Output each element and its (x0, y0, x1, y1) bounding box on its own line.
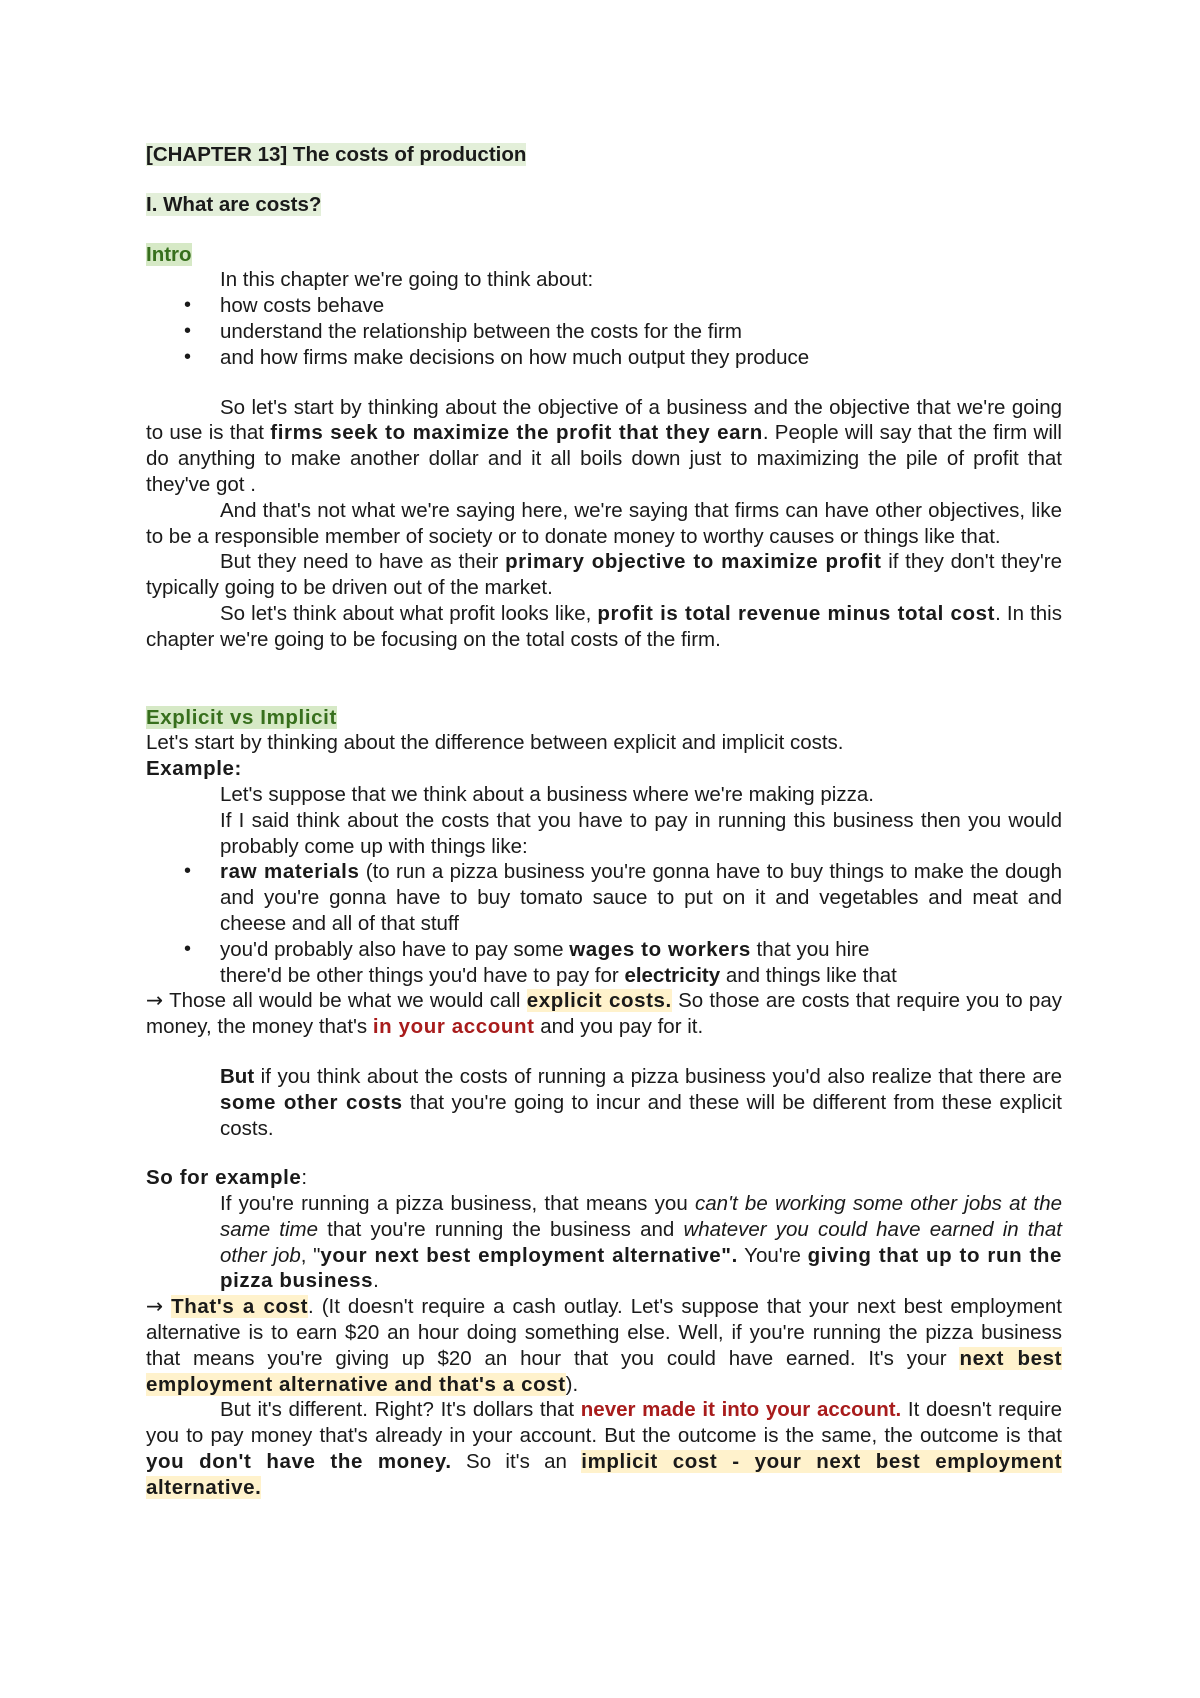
intro-bullet-list (146, 293, 1062, 370)
explicit-bullet-wages: • you'd probably also have to pay some wages to workers that you hire (146, 937, 1062, 963)
explicit-bullet-list (146, 859, 1062, 962)
right-arrow-icon: → (146, 1294, 164, 1319)
explicit-costs-conclusion: → Those all would be what we would call explicit costs. So those are costs that require you to pay money, the money that's in your account and you pay for it. (146, 988, 1062, 1039)
intro-paragraph-primary-objective: But they need to have as their primary objective to maximize profit if they don't they're typically going to be driven out of the market. (146, 550, 1063, 600)
other-costs-paragraph: But if you think about the costs of running a pizza business you'd also realize that there are some other costs that you're going to incur and these will be different from these explicit costs. (220, 1064, 1062, 1140)
explicit-electricity-line: there'd be other things you'd have to pay for electricity and things like that (220, 963, 897, 987)
section-heading: I. What are costs? (146, 192, 322, 216)
example-label: Example: (146, 757, 242, 781)
explicit-lead: Let's start by thinking about the difference between explicit and implicit costs. (146, 731, 844, 755)
intro-paragraph-other-objectives: And that's not what we're saying here, we're saying that firms can have other objectives, like to be a responsible member of society or to donate money to worthy causes or things like that. (146, 498, 1062, 548)
chapter-title: [CHAPTER 13] The costs of production (146, 143, 527, 166)
implicit-cost-paragraph: But it's different. Right? It's dollars that never made it into your account. It doesn't require you to pay money that's already in your account. But the outcome is the same, the outcome is that you don't have the money. So it's an implicit cost - your next best employment alternative. (146, 1398, 1062, 1499)
intro-lead: In this chapter we're going to think about: (220, 268, 594, 292)
intro-paragraph-objective: So let's start by thinking about the objective of a business and the objective that we're going to use is that firms seek to maximize the profit that they earn. People will say that the firm will do anything to make another dollar and it all boils down just to maximizing the pile of profit that they've got . (146, 395, 1062, 496)
intro-bullet: • understand the relationship between the costs for the firm (146, 319, 1062, 345)
intro-heading: Intro (146, 242, 192, 266)
thats-a-cost-paragraph: → That's a cost. (It doesn't require a cash outlay. Let's suppose that your next best employment alternative is to earn $20 an hour doing something else. Well, if you're running the pizza business that means you're giving up $20 an hour that you could have earned. It's your next best employment alternative and that's a cost). (146, 1294, 1063, 1396)
explicit-bullet-raw-materials: • raw materials (to run a pizza business you're gonna have to buy things to make the dough and you're gonna have to buy tomato sauce to put on it and vegetables and meat and cheese and all of that stuff (146, 859, 1062, 936)
explicit-implicit-heading: Explicit vs Implicit (146, 705, 337, 729)
example-line: If I said think about the costs that you have to pay in running this business then you would probably come up with things like: (220, 808, 1062, 858)
intro-paragraph-profit: So let's think about what profit looks like, profit is total revenue minus total cost. In this chapter we're going to be focusing on the total costs of the firm. (146, 601, 1062, 651)
opportunity-cost-paragraph: If you're running a pizza business, that means you can't be working some other jobs at the same time that you're running the business and whatever you could have earned in that other job, "your next best employment alternative". You're giving that up to run the pizza business. (220, 1192, 1063, 1293)
right-arrow-icon: → (146, 988, 164, 1013)
example-line: Let's suppose that we think about a business where we're making pizza. (220, 782, 874, 806)
for-example-label: So for example: (146, 1166, 308, 1190)
intro-bullet: • and how firms make decisions on how much output they produce (146, 345, 1062, 371)
intro-bullet: • how costs behave (146, 293, 1062, 319)
